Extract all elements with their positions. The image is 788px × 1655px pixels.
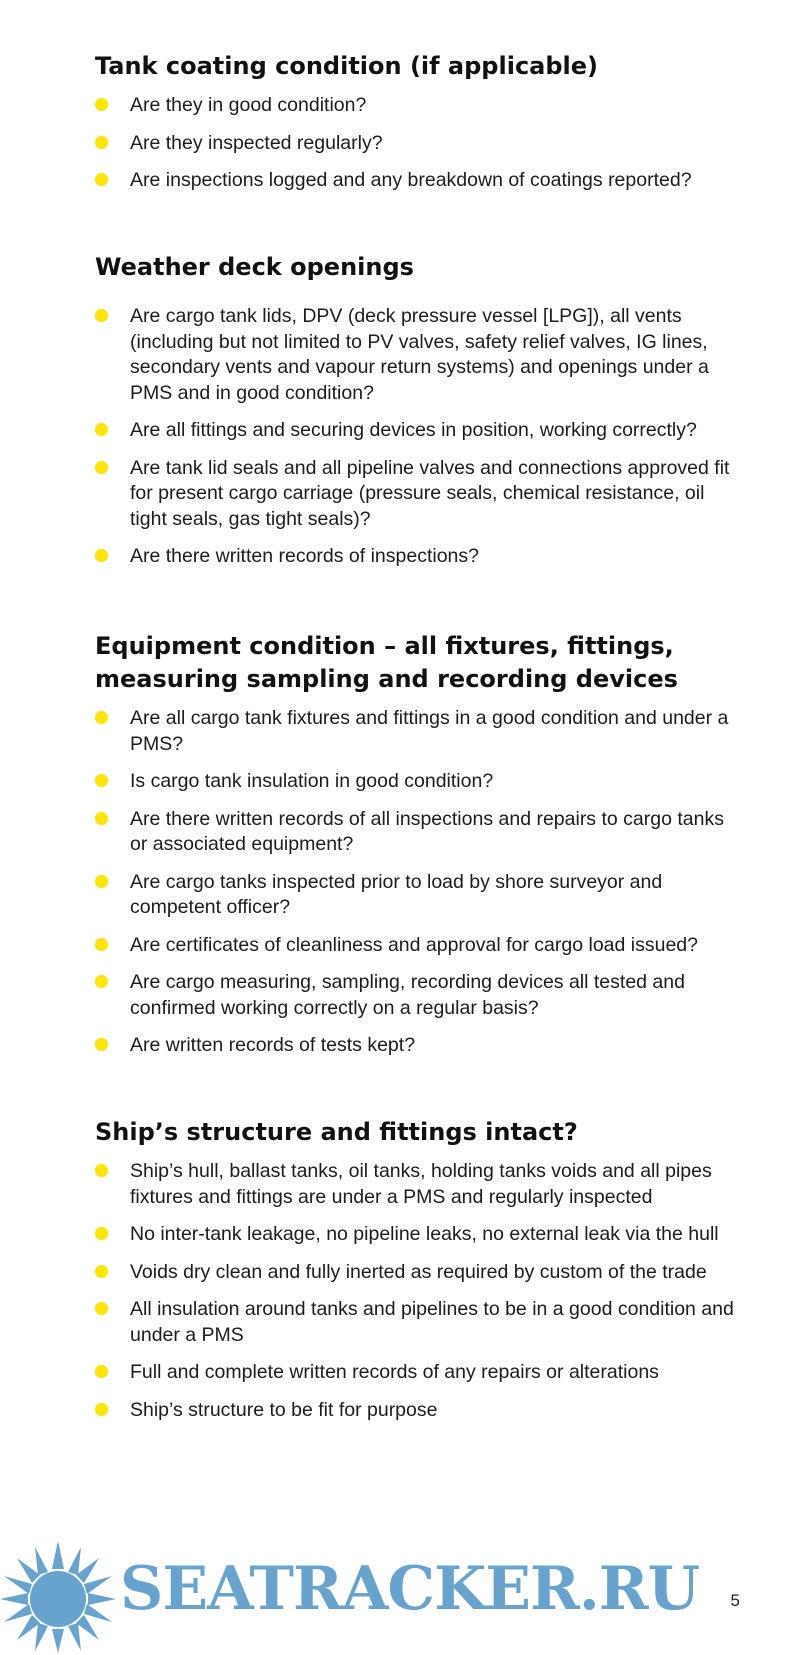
- bullet-icon: [96, 939, 107, 950]
- bullet-icon: [96, 775, 107, 786]
- list-item-text: All insulation around tanks and pipelines to be in a good condition and under a PMS: [130, 1298, 734, 1346]
- section-ship-structure: [95, 1116, 745, 1435]
- list-item-text: Are there written records of all inspections and repairs to cargo tanks or associated equipment?: [130, 807, 724, 855]
- list-item: [95, 1297, 745, 1348]
- bullet-icon: [96, 462, 107, 473]
- list-item: [95, 706, 745, 757]
- list-item: [95, 1360, 745, 1386]
- list-item-text: Are inspections logged and any breakdown of coatings reported?: [130, 169, 692, 191]
- list-item: [95, 93, 745, 119]
- list-item: [95, 970, 745, 1021]
- section-heading: Tank coating condition (if applicable): [95, 52, 599, 80]
- section-heading: Equipment condition – all fixtures, fittings, measuring sampling and recording devices: [95, 632, 678, 693]
- bullet-icon: [96, 1165, 107, 1176]
- section-tank-coating: [95, 50, 745, 206]
- list-item-text: Are all fittings and securing devices in position, working correctly?: [130, 419, 697, 441]
- bullet-icon: [96, 1404, 107, 1415]
- section-equipment-condition: [95, 630, 745, 1071]
- bullet-icon: [96, 712, 107, 723]
- page-footer: [0, 1535, 788, 1654]
- list-item: [95, 1398, 745, 1424]
- bullet-icon: [96, 99, 107, 110]
- list-item-text: Are cargo tank lids, DPV (deck pressure vessel [LPG]), all vents (including but not limited to PV valves, safety relief valves, IG lines, secondary vents and vapour return systems) and openings under a PMS and in good condition?: [130, 305, 709, 404]
- list-item: [95, 1222, 745, 1248]
- bullet-icon: [96, 1303, 107, 1314]
- list-item-text: No inter-tank leakage, no pipeline leaks, no external leak via the hull: [130, 1223, 719, 1245]
- list-item-text: Are certificates of cleanliness and approval for cargo load issued?: [130, 933, 698, 956]
- bullet-icon: [96, 174, 107, 185]
- list-item-text: Are tank lid seals and all pipeline valves and connections approved fit for present cargo carriage (pressure seals, chemical resistance, oil tight seals, gas tight seals)?: [130, 456, 730, 530]
- checklist: [95, 304, 745, 570]
- list-item: [95, 1260, 745, 1286]
- bullet-icon: [96, 976, 107, 987]
- checklist: [95, 93, 745, 194]
- section-heading: Weather deck openings: [95, 253, 414, 281]
- list-item-text: Full and complete written records of any repairs or alterations: [130, 1361, 659, 1383]
- list-item-text: Ship’s hull, ballast tanks, oil tanks, holding tanks voids and all pipes fixtures and fittings are under a PMS and regularly inspected: [130, 1160, 712, 1208]
- checklist: [95, 706, 745, 1059]
- bullet-icon: [96, 1266, 107, 1277]
- list-item: [95, 304, 745, 406]
- list-item: [95, 456, 745, 533]
- list-item-text: Are they in good condition?: [130, 94, 367, 116]
- bullet-icon: [96, 813, 107, 824]
- bullet-icon: [96, 1228, 107, 1239]
- list-item: [95, 1033, 745, 1059]
- list-item: [95, 1159, 745, 1210]
- list-item-text: Are written records of tests kept?: [130, 1034, 416, 1056]
- list-item-text: Is cargo tank insulation in good condition?: [130, 770, 494, 792]
- bullet-icon: [96, 137, 107, 148]
- section-weather-deck-openings: [95, 251, 745, 582]
- watermark-text: SEATRACKER.RU: [120, 1554, 699, 1624]
- bullet-icon: [96, 1039, 107, 1050]
- list-item: [95, 418, 745, 444]
- list-item-text: Are they inspected regularly?: [130, 131, 383, 154]
- list-item: [95, 870, 745, 921]
- bullet-icon: [96, 876, 107, 887]
- list-item-text: Are cargo tanks inspected prior to load by shore surveyor and competent officer?: [130, 870, 663, 918]
- list-item: [95, 131, 745, 157]
- bullet-icon: [96, 1366, 107, 1377]
- list-item: [95, 544, 745, 570]
- bullet-icon: [96, 424, 107, 435]
- section-heading: Ship’s structure and fittings intact?: [95, 1118, 578, 1146]
- list-item-text: Voids dry clean and fully inerted as required by custom of the trade: [130, 1260, 707, 1283]
- list-item-text: Ship’s structure to be fit for purpose: [130, 1398, 438, 1421]
- list-item: [95, 769, 745, 795]
- page-number: 5: [730, 1591, 740, 1610]
- list-item-text: Are cargo measuring, sampling, recording devices all tested and confirmed working correctly on a regular basis?: [130, 971, 685, 1019]
- list-item: [95, 933, 745, 959]
- list-item-text: Are all cargo tank fixtures and fittings in a good condition and under a PMS?: [130, 707, 729, 755]
- bullet-icon: [96, 550, 107, 561]
- sun-burst-logo-icon: [0, 1537, 118, 1655]
- list-item: [95, 168, 745, 194]
- list-item-text: Are there written records of inspections?: [130, 545, 480, 567]
- bullet-icon: [96, 310, 107, 321]
- checklist: [95, 1159, 745, 1423]
- list-item: [95, 807, 745, 858]
